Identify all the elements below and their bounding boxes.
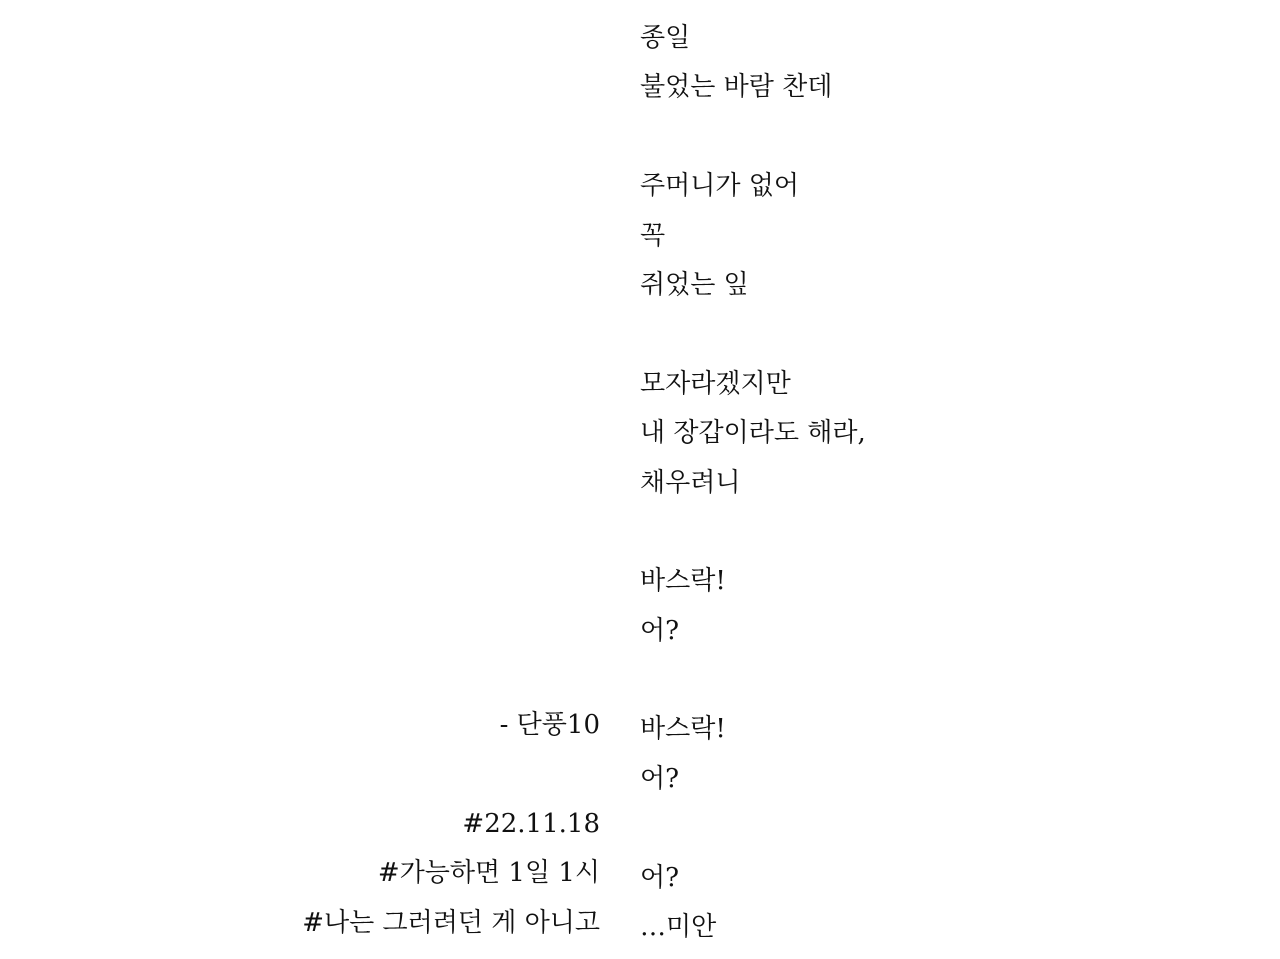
poem-blank-line [640,508,1240,557]
poem-line: 종일 [640,23,691,53]
poem-line: 어? [640,763,680,794]
series-hashtag: #가능하면 1일 1시 [377,858,600,889]
date-hashtag: #22.11.18 [462,808,600,839]
poem-line: …미안 [640,912,717,943]
poem-blank-line [640,804,1240,853]
poem-line: 주머니가 없어 [640,171,799,202]
poem-line: 꼭 [640,220,666,251]
poem-meta [40,701,600,948]
poem-line: 모자라겠지만 [640,368,791,399]
poem-line: 바스락! [640,566,726,597]
poem-blank-line [640,656,1240,705]
poem-blank-line [640,113,1240,162]
poem-body [640,14,1240,952]
poem-title: - 단풍10 [499,710,600,740]
poem-line: 쥐었는 잎 [640,269,749,300]
poem-line: 어? [640,862,680,893]
poem-blank-line [640,310,1240,359]
note-hashtag: #나는 그러려던 게 아니고 [302,907,600,938]
poem-line: 바스락! [640,714,726,745]
poem-line: 불었는 바람 찬데 [640,72,833,103]
poem-line: 어? [640,615,680,646]
poem-line: 내 장갑이라도 해라, [640,418,866,449]
meta-blank-line [40,750,600,799]
poem-line: 채우려니 [640,467,741,498]
